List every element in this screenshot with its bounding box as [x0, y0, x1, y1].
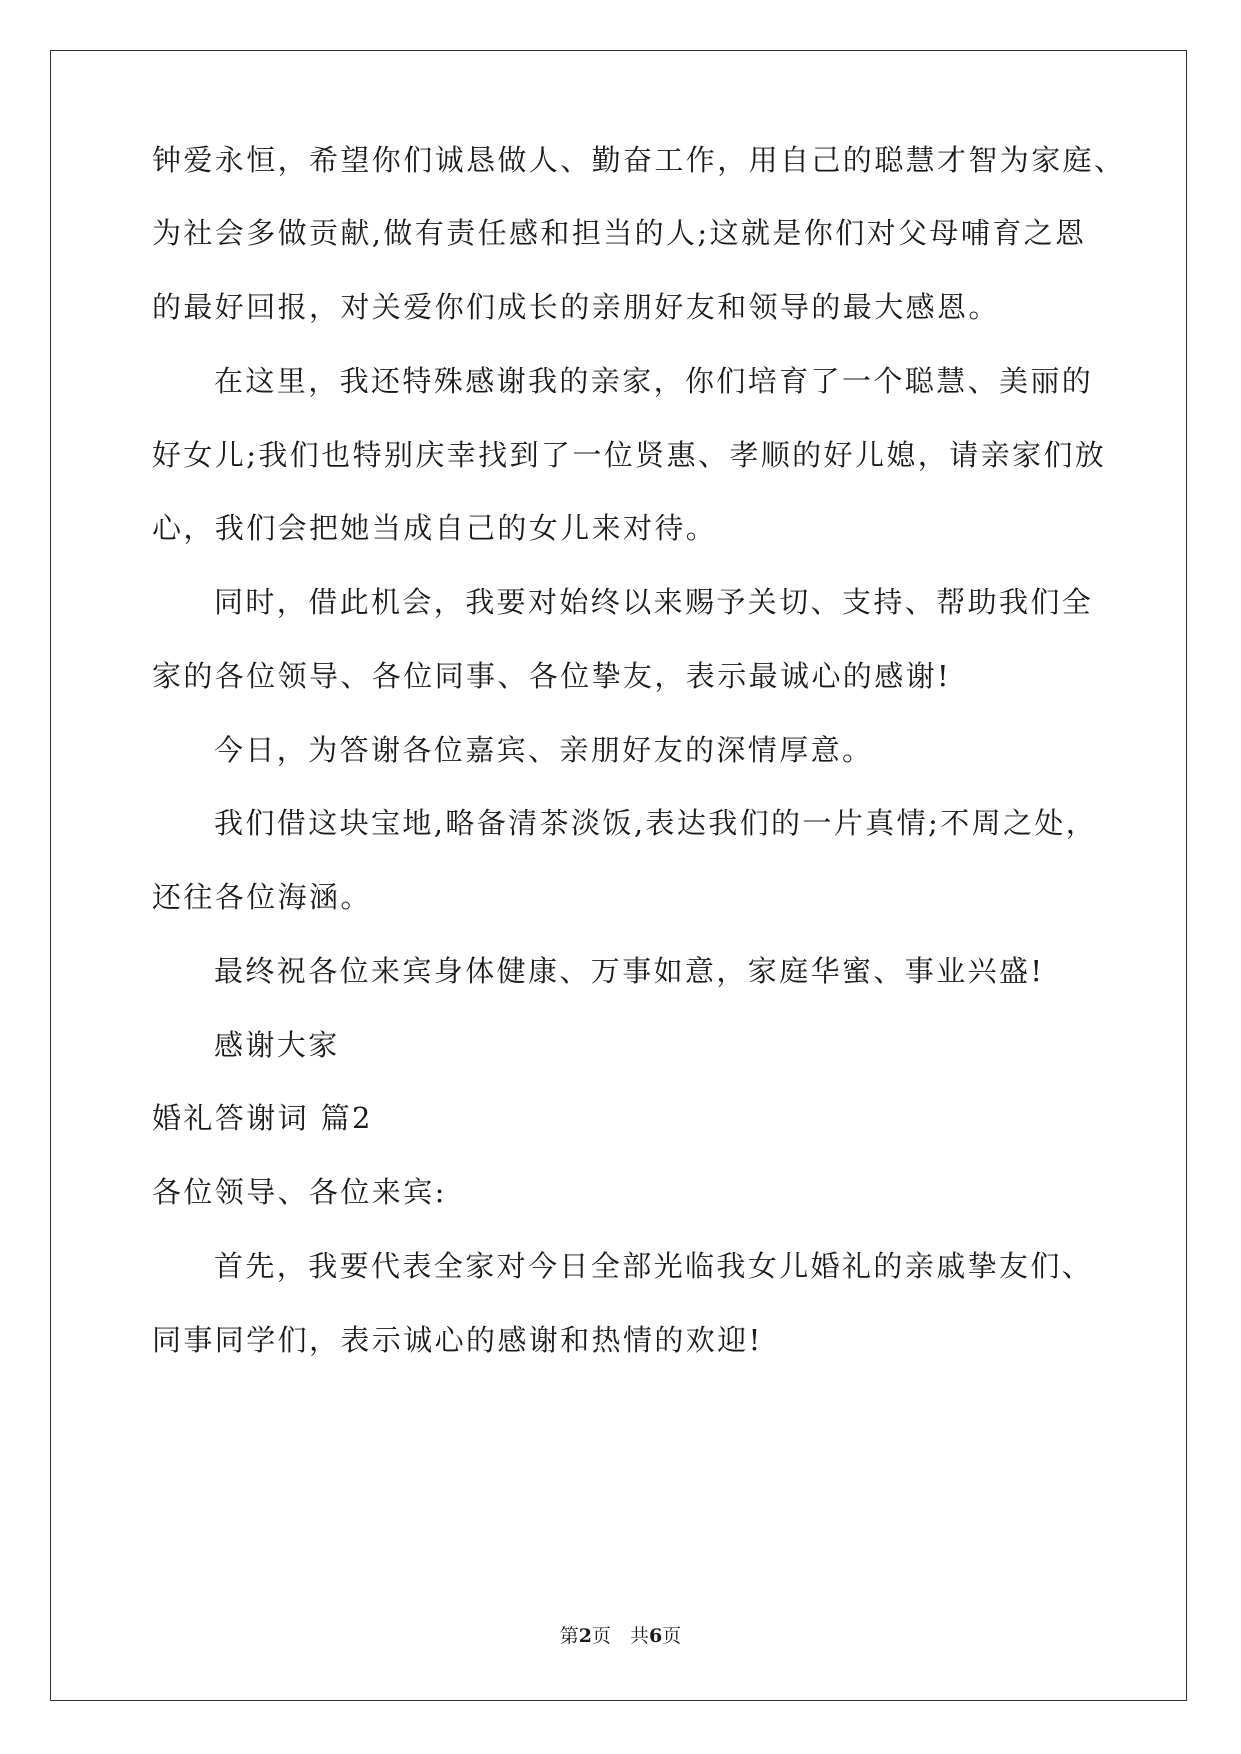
text-line-8: 家的各位领导、各位同事、各位挚友，表示最诚心的感谢! [152, 659, 952, 693]
footer-mid: 页 共 [591, 1625, 649, 1647]
section-heading: 婚礼答谢词 篇2 [152, 1101, 373, 1135]
text-line-4: 在这里，我还特殊感谢我的亲家，你们培育了一个聪慧、美丽的 [214, 364, 1094, 398]
text-line-3: 的最好回报，对关爱你们成长的亲朋好友和领导的最大感恩。 [152, 290, 1000, 324]
text-line-10: 我们借这块宝地,略备清茶淡饭,表达我们的一片真情;不周之处， [214, 806, 1098, 840]
total-page-count: 6 [649, 1625, 663, 1647]
text-line-11: 还往各位海涵。 [152, 880, 372, 914]
salutation: 各位领导、各位来宾: [152, 1175, 447, 1209]
text-line-6: 心，我们会把她当成自己的女儿来对待。 [152, 511, 718, 545]
page-footer [0, 1621, 1241, 1648]
text-line-5: 好女儿;我们也特别庆幸找到了一位贤惠、孝顺的好儿媳，请亲家们放 [152, 438, 1107, 472]
text-line-16: 首先，我要代表全家对今日全部光临我女儿婚礼的亲戚挚友们、 [214, 1249, 1094, 1283]
text-line-1: 钟爱永恒，希望你们诚恳做人、勤奋工作，用自己的聪慧才智为家庭、 [152, 143, 1126, 177]
footer-prefix: 第 [559, 1625, 579, 1647]
text-line-13: 感谢大家 [214, 1028, 340, 1062]
text-line-17: 同事同学们，表示诚心的感谢和热情的欢迎! [152, 1323, 763, 1357]
text-line-9: 今日，为答谢各位嘉宾、亲朋好友的深情厚意。 [214, 733, 874, 767]
current-page-number: 2 [578, 1625, 592, 1647]
text-line-7: 同时，借此机会，我要对始终以来赐予关切、支持、帮助我们全 [214, 585, 1094, 619]
text-line-2: 为社会多做贡献,做有责任感和担当的人;这就是你们对父母哺育之恩 [152, 216, 1087, 250]
text-line-12: 最终祝各位来宾身体健康、万事如意，家庭华蜜、事业兴盛! [214, 954, 1045, 988]
footer-suffix: 页 [662, 1625, 682, 1647]
